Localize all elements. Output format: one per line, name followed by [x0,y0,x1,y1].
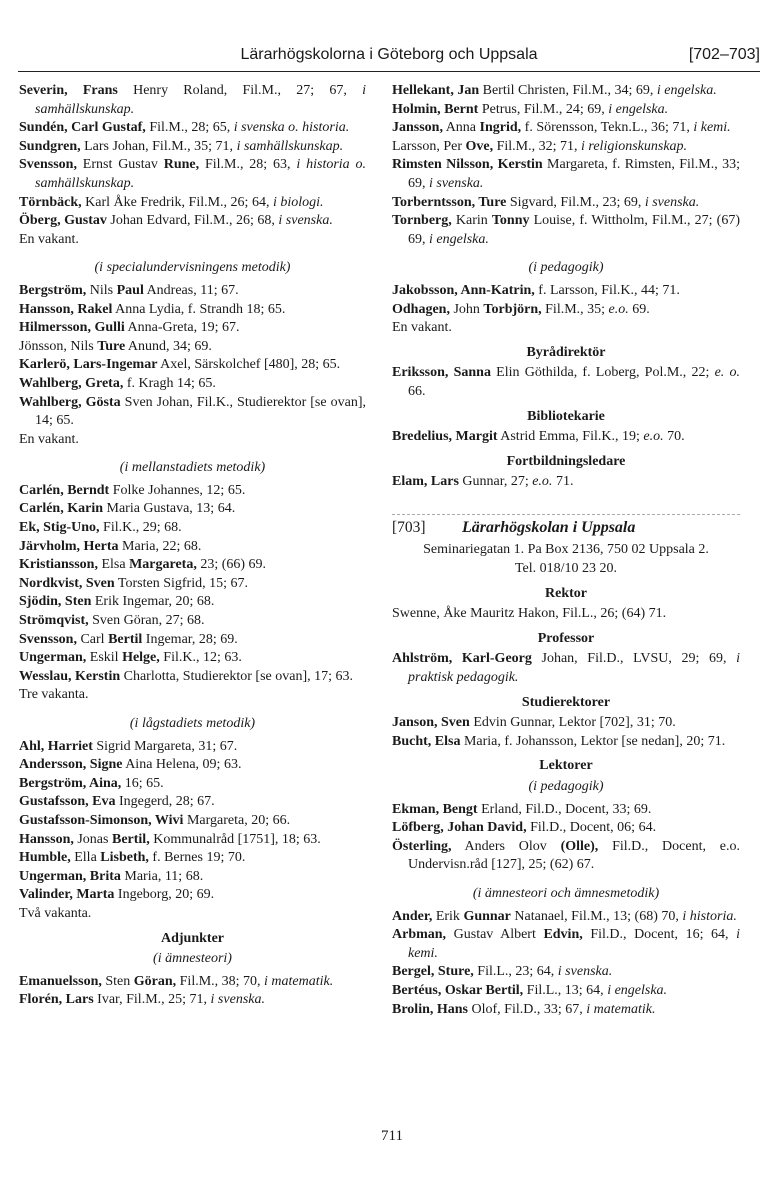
entry: Hansson, Jonas Bertil, Kommunalråd [1751], 18; 63. [19,831,321,847]
subsection-heading: (i mellanstadiets metodik) [119,460,266,476]
entry: Bergström, Aina, 16; 65. [19,775,164,791]
address-line: Seminariegatan 1. Pa Box 2136, 750 02 Uppsala 2. [423,542,709,558]
entry: Hilmersson, Gulli Anna-Greta, 19; 67. [19,320,240,336]
section-number: [703] [392,518,426,536]
entry: Florén, Lars Ivar, Fil.M., 25; 71, i svenska. [19,992,265,1008]
entry: Järvholm, Herta Maria, 22; 68. [19,538,202,554]
header-rule [18,71,760,72]
role-heading: Lektorer [539,758,593,774]
page-header [18,42,760,72]
entry: Ekman, Bengt Erland, Fil.D., Docent, 33; 69. [392,801,652,817]
entry: Ander, Erik Gunnar Natanael, Fil.M., 13; (68) 70, i historia. [392,908,737,924]
subsection-heading: (i lågstadiets metodik) [129,716,256,731]
entry: Arbman, Gustav Albert Edvin, Fil.D., Docent, 16; 64, i kemi. [392,927,740,961]
entry: Holmin, Bernt Petrus, Fil.M., 24; 69, i engelska. [392,101,669,117]
entry: Rimsten Nilsson, Kerstin Margareta, f. Rimsten, Fil.M., 33; 69, i svenska. [392,157,741,191]
entry: Törnbäck, Karl Åke Fredrik, Fil.M., 26; 64, i biologi. [19,194,324,210]
page-number: 711 [381,1128,403,1144]
entry: Larsson, Per Ove, Fil.M., 32; 71, i religionskunskap. [392,138,688,154]
entry: Jönsson, Nils Ture Anund, 34; 69. [19,338,212,354]
vacancy-note: En vakant. [19,431,79,447]
entry: Ahlström, Karl-Georg Johan, Fil.D., LVSU, 29; 69, i praktisk pedagogik. [392,651,740,686]
list-lagstadiet [19,738,366,905]
entry: Wahlberg, Greta, f. Kragh 14; 65. [19,375,216,391]
entry: Ahl, Harriet Sigrid Margareta, 31; 67. [19,738,238,754]
entry: Bucht, Elsa Maria, f. Johansson, Lektor [se nedan], 20; 71. [392,733,726,749]
role-heading: Adjunkter [160,930,224,946]
subsection-heading: (i ämnesteori och ämnesmetodik) [472,885,660,901]
entry: Bergström, Nils Paul Andreas, 11; 67. [19,282,239,298]
subsection-heading: (i pedagogik) [528,260,604,276]
entry: Sjödin, Sten Erik Ingemar, 20; 68. [19,594,215,610]
subsection-heading: (i pedagogik) [528,779,604,794]
section-heading [392,514,740,538]
entry: Ek, Stig-Uno, Fil.K., 29; 68. [19,520,182,536]
role-heading: Studierektorer [521,694,611,710]
vacancy-note: Tre vakanta. [19,687,89,703]
entry: Tornberg, Karin Tonny Louise, f. Wittholm, Fil.M., 27; (67) 69, i engelska. [392,213,740,247]
entry: Janson, Sven Edvin Gunnar, Lektor [702], 31; 70. [392,715,676,731]
entry: Carlén, Karin Maria Gustava, 13; 64. [19,501,236,517]
role-heading: Byrådirektör [526,344,606,360]
entry: Humble, Ella Lisbeth, f. Bernes 19; 70. [19,850,246,866]
phone-line: Tel. 018/10 23 20. [514,561,618,577]
entry: Jakobsson, Ann-Katrin, f. Larsson, Fil.K., 44; 71. [392,282,680,298]
entry: Odhagen, John Torbjörn, Fil.M., 35; e.o. 69. [392,301,650,317]
entry: Bredelius, Margit Astrid Emma, Fil.K., 19; e.o. 70. [392,429,685,445]
entry: Gustafsson-Simonson, Wivi Margareta, 20; 66. [19,812,291,828]
entry: Brolin, Hans Olof, Fil.D., 33; 67, i matematik. [392,1001,656,1017]
entry: Andersson, Signe Aina Helena, 09; 63. [19,757,242,773]
vacancy-note: En vakant. [392,320,452,336]
list-specialundervisning [19,282,366,431]
entry: Bergel, Sture, Fil.L., 23; 64, i svenska. [392,964,613,980]
entry: Valinder, Marta Ingeborg, 20; 69. [19,887,215,903]
entry: Swenne, Åke Mauritz Hakon, Fil.L., 26; (64) 71. [392,606,667,622]
entry: Carlén, Berndt Folke Johannes, 12; 65. [19,482,246,498]
entry: Öberg, Gustav Johan Edvard, Fil.M., 26; 68, i svenska. [19,213,333,229]
running-title: Lärarhögskolorna i Göteborg och Uppsala [240,46,538,63]
role-heading: Professor [537,630,595,646]
entry: Hansson, Rakel Anna Lydia, f. Strandh 18; 65. [19,301,286,317]
role-heading: Bibliotekarie [527,408,605,424]
vacancy-note: En vakant. [19,231,79,247]
entry: Österling, Anders Olov (Olle), Fil.D., Docent, e.o. Undervisn.råd [127], 25; (62) 67. [392,838,740,873]
entry: Sundgren, Lars Johan, Fil.M., 35; 71, i samhällskunskap. [19,138,344,154]
entry: Wesslau, Kerstin Charlotta, Studierektor [se ovan], 17; 63. [19,668,354,684]
entry: Eriksson, Sanna Elin Göthilda, f. Loberg, Pol.M., 22; e. o. 66. [392,365,740,399]
entry: Ungerman, Eskil Helge, Fil.K., 12; 63. [19,650,242,666]
section-title: Lärarhögskolan i Uppsala [462,518,636,536]
entry: Hellekant, Jan Bertil Christen, Fil.M., 34; 69, i engelska. [392,83,717,98]
entry: Nordkvist, Sven Torsten Sigfrid, 15; 67. [19,575,249,591]
entry: Severin, Frans Henry Roland, Fil.M., 27; 67, i samhällskunskap. [19,83,366,117]
vacancy-note: Två vakanta. [19,905,92,921]
role-heading: Fortbildningsledare [506,453,626,469]
entry: Torberntsson, Ture Sigvard, Fil.M., 23; 69, i svenska. [392,194,700,210]
entry: Bertéus, Oskar Bertil, Fil.L., 13; 64, i engelska. [392,982,668,998]
entry: Gustafsson, Eva Ingegerd, 28; 67. [19,794,215,810]
entry: Kristiansson, Elsa Margareta, 23; (66) 69. [19,557,267,573]
entry: Strömqvist, Sven Göran, 27; 68. [19,613,205,629]
entry: Svensson, Ernst Gustav Rune, Fil.M., 28; 63, i historia o. samhällskunskap. [19,157,367,191]
left-column [19,82,366,1010]
right-column [392,82,740,1019]
entry: Jansson, Anna Ingrid, f. Sörensson, Tekn.L., 36; 71, i kemi. [392,120,731,136]
entry: Löfberg, Johan David, Fil.D., Docent, 06; 64. [392,820,657,836]
subsection-heading: (i specialundervisningens metodik) [94,260,291,276]
entry: Elam, Lars Gunnar, 27; e.o. 71. [392,474,574,490]
entry: Emanuelsson, Sten Göran, Fil.M., 38; 70, i matematik. [19,973,334,989]
subsection-heading: (i ämnesteori) [153,951,232,967]
list-mellanstadiet [19,482,366,687]
entry: Svensson, Carl Bertil Ingemar, 28; 69. [19,631,238,647]
entry: Ungerman, Brita Maria, 11; 68. [19,868,204,884]
role-heading: Rektor [545,585,587,601]
entry: Karlerö, Lars-Ingemar Axel, Särskolchef [480], 28; 65. [19,357,341,373]
entry: Sundén, Carl Gustaf, Fil.M., 28; 65, i svenska o. historia. [19,120,350,136]
entry: Wahlberg, Gösta Sven Johan, Fil.K., Studierektor [se ovan], 14; 65. [19,394,366,429]
section-range: [702–703] [688,46,760,63]
